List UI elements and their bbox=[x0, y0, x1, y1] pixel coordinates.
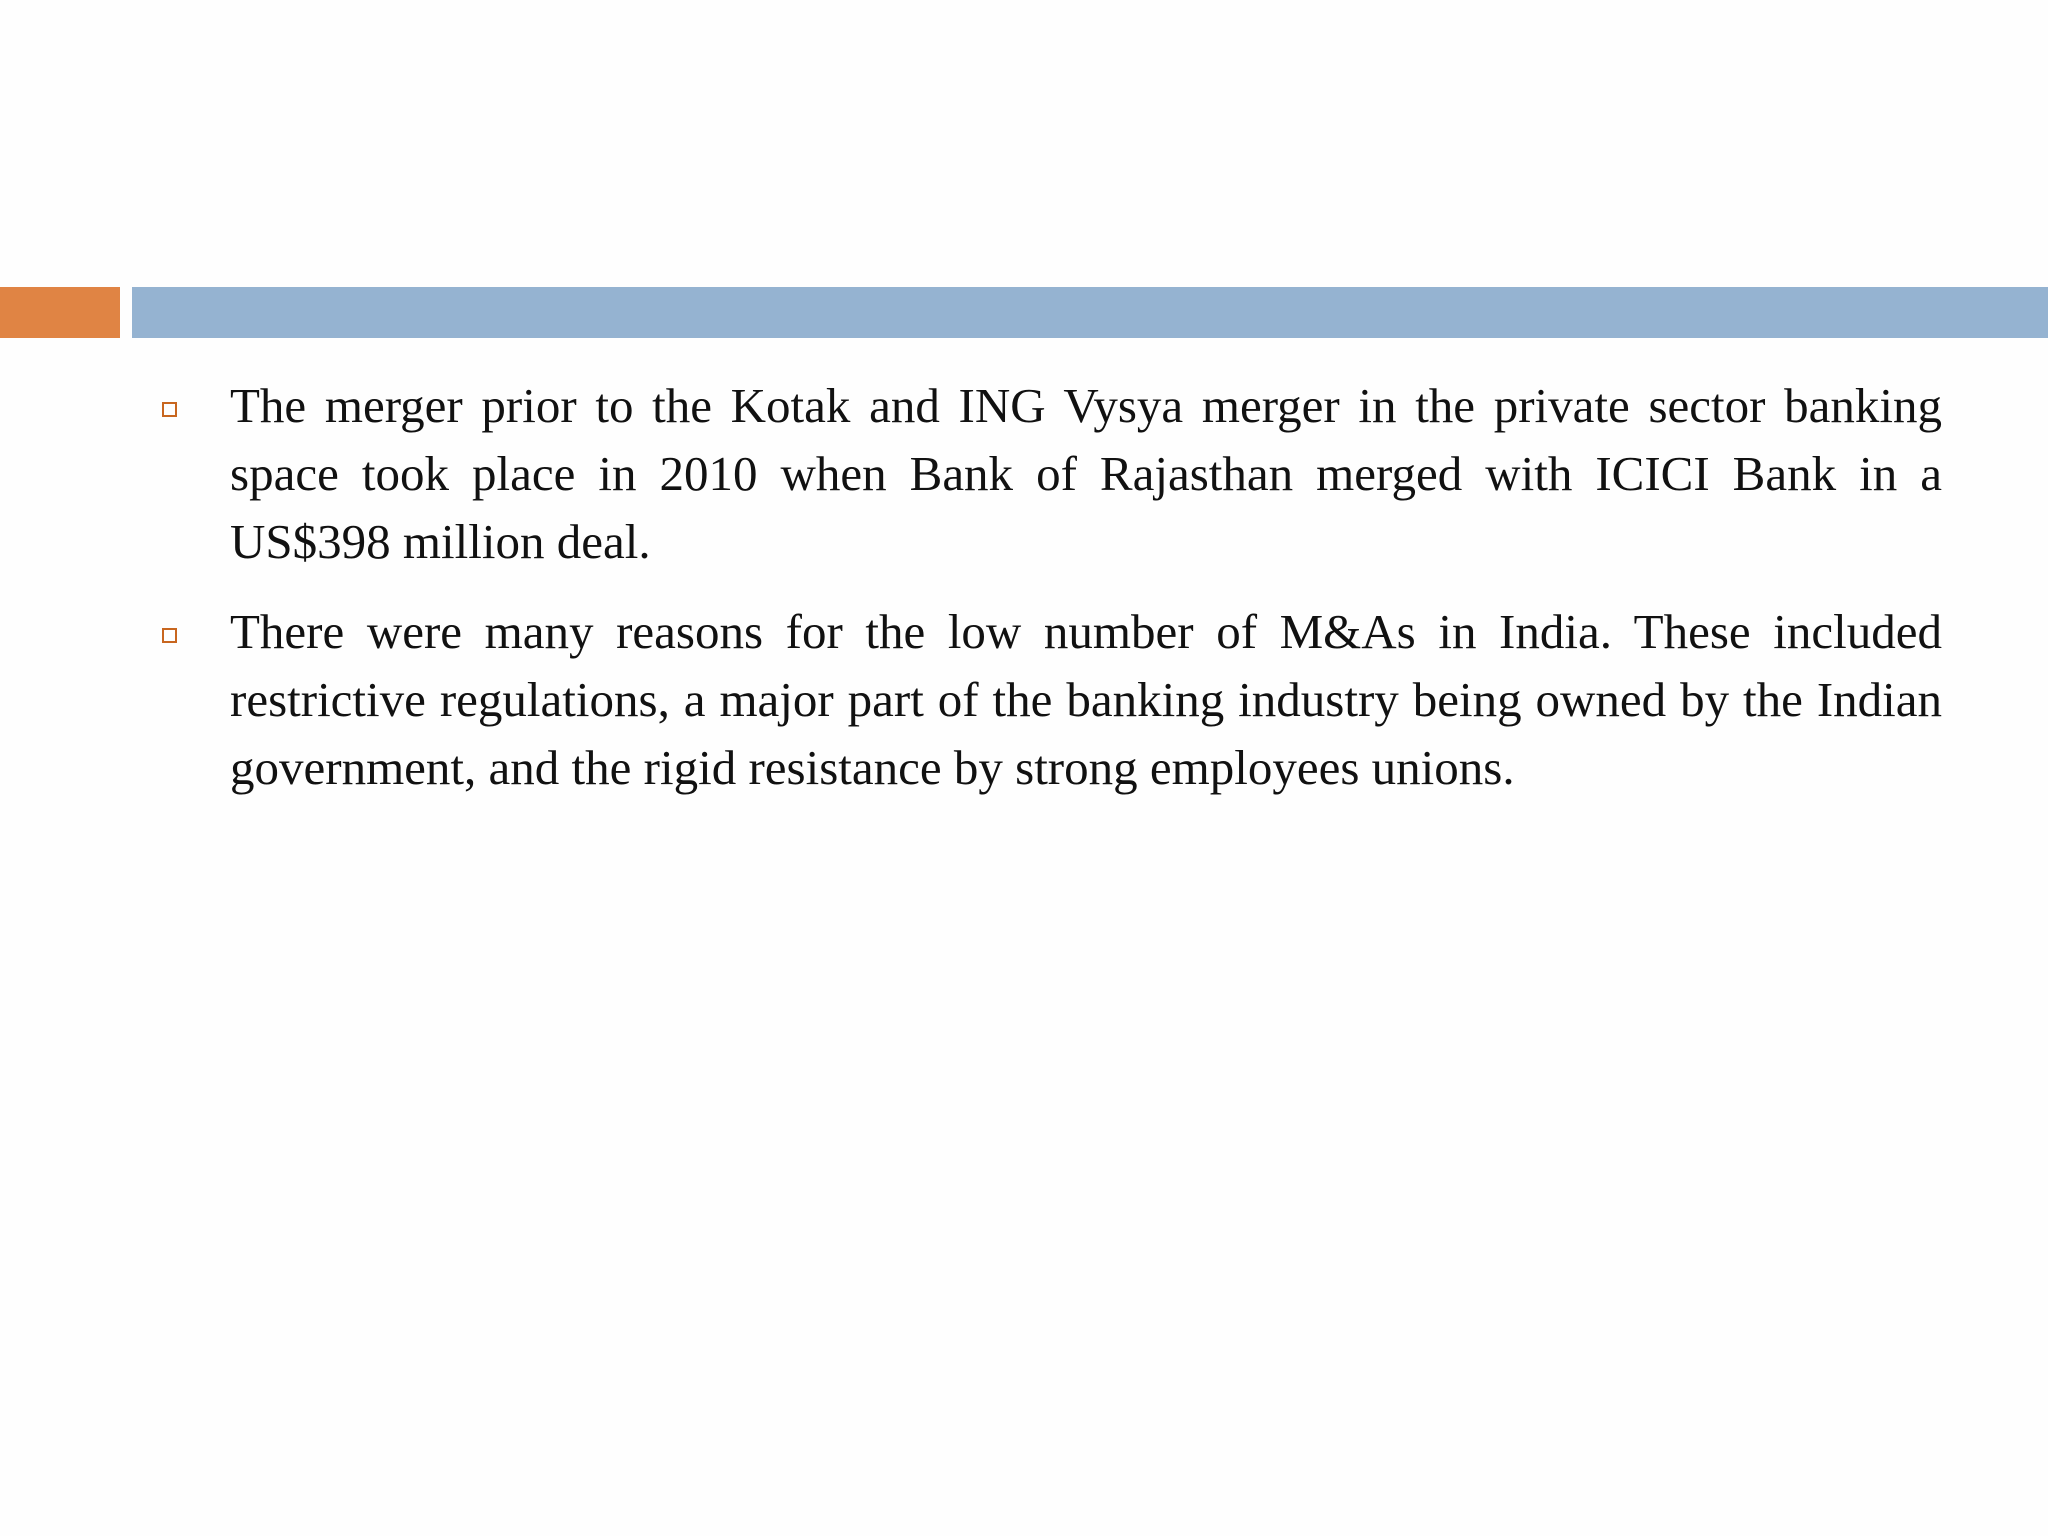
bullet-text: The merger prior to the Kotak and ING Vysya merger in the private sector banking space took place in 2010 when Bank of Rajasthan merged with ICICI Bank in a US$398 million deal. bbox=[230, 378, 1942, 569]
bullet-list bbox=[160, 372, 1942, 824]
bullet-item bbox=[160, 372, 1942, 576]
header-accent-bar bbox=[0, 287, 120, 338]
hollow-square-icon bbox=[162, 628, 177, 643]
bullet-text: There were many reasons for the low number of M&As in India. These included restrictive regulations, a major part of the banking industry being owned by the Indian government, and the rigid resistance by strong employees unions. bbox=[230, 604, 1942, 795]
bullet-item bbox=[160, 598, 1942, 802]
hollow-square-icon bbox=[162, 402, 177, 417]
header-bar bbox=[132, 287, 2048, 338]
